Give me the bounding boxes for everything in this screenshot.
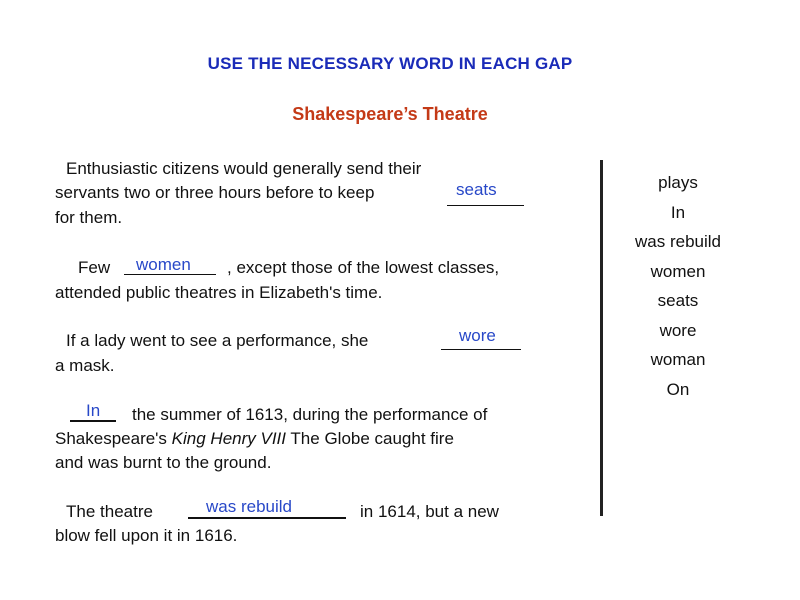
word-bank-item: seats: [657, 291, 699, 310]
gap-3-answer: wore: [459, 326, 496, 345]
gap-2-answer: women: [136, 255, 191, 274]
paragraph-4-line-2-start: Shakespeare's: [55, 429, 167, 448]
paragraph-1-line-3: for them.: [55, 208, 123, 227]
word-bank-item: plays: [658, 173, 698, 192]
gap-4-answer: In: [86, 401, 101, 420]
vertical-divider: [600, 160, 603, 516]
gap-1-blank: [447, 205, 524, 206]
paragraph-5-line-1-start: The theatre: [66, 502, 153, 521]
exercise-instruction: USE THE NECESSARY WORD IN EACH GAP: [207, 54, 573, 73]
word-bank-item: wore: [659, 320, 697, 340]
paragraph-2-line-1-end: , except those of the lowest classes,: [227, 258, 500, 277]
word-bank-item: On: [666, 379, 690, 399]
paragraph-1-line-2: servants two or three hours before to keep: [55, 183, 375, 202]
paragraph-4-line-3: and was burnt to the ground.: [55, 453, 272, 472]
paragraph-4-line-2-end: The Globe caught fire: [290, 429, 454, 448]
passage-title: Shakespeare’s Theatre: [292, 104, 488, 124]
gap-3-blank: [441, 349, 521, 350]
paragraph-3-line-2: a mask.: [55, 356, 115, 375]
gap-1-answer: seats: [456, 180, 497, 199]
paragraph-3-line-1: If a lady went to see a performance, she: [66, 331, 369, 350]
paragraph-2-line-2: attended public theatres in Elizabeth's time.: [55, 283, 383, 302]
paragraph-1-line-1: Enthusiastic citizens would generally send their: [66, 159, 422, 178]
play-title: King Henry VIII: [171, 429, 286, 448]
paragraph-2-line-1-start: Few: [78, 258, 111, 277]
word-bank-item: woman: [650, 350, 706, 369]
word-bank: [612, 168, 744, 404]
gap-5-answer: was rebuild: [206, 497, 292, 516]
gap-5-blank: [188, 517, 346, 519]
word-bank-item: In: [670, 202, 686, 222]
paragraph-4-line-1: the summer of 1613, during the performance of: [132, 405, 488, 424]
paragraph-4-line-2: [55, 428, 454, 450]
paragraph-5-line-2: blow fell upon it in 1616.: [55, 526, 238, 545]
paragraph-5-line-1-end: in 1614, but a new: [360, 502, 499, 521]
word-bank-item: was rebuild: [635, 232, 721, 251]
word-bank-item: women: [650, 261, 706, 281]
